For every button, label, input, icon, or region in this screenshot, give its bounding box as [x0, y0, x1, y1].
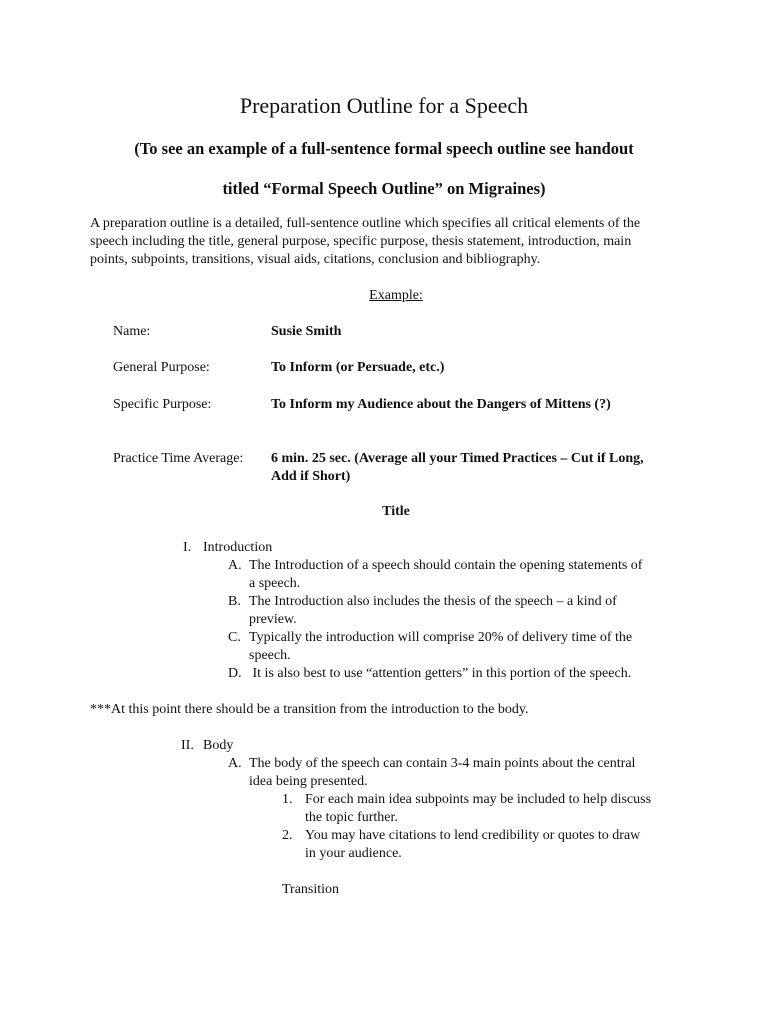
section-1-item-b-line-2: preview.	[249, 612, 297, 627]
transition-note: ***At this point there should be a transition from the introduction to the body.	[90, 702, 529, 717]
field-label-general-purpose: General Purpose:	[113, 360, 210, 375]
subtitle-line-2: titled “Formal Speech Outline” on Migraines)	[222, 179, 546, 198]
field-value-general-purpose: To Inform (or Persuade, etc.)	[271, 360, 445, 375]
section-1-item-c-line-2: speech.	[249, 648, 291, 663]
section-2-transition-label: Transition	[282, 882, 340, 897]
section-1-item-a-line-2: a speech.	[249, 576, 301, 591]
field-label-name: Name:	[113, 324, 151, 339]
section-2-subitem-2-line-1: You may have citations to lend credibility or quotes to draw	[305, 828, 641, 843]
section-2-subitem-1-line-2: the topic further.	[305, 810, 398, 825]
outline-title: Title	[382, 504, 410, 519]
field-value-practice-time-line-2: Add if Short)	[271, 469, 351, 484]
section-2-item-a-letter: A.	[228, 756, 242, 771]
section-2-item-a-line-1: The body of the speech can contain 3-4 main points about the central	[249, 756, 636, 771]
section-1-item-c-line-1: Typically the introduction will comprise 20% of delivery time of the	[249, 630, 633, 645]
section-2-subitem-2-number: 2.	[282, 828, 293, 843]
page-title: Preparation Outline for a Speech	[239, 93, 529, 118]
section-1-item-d-letter: D.	[228, 666, 242, 681]
section-1-item-b-letter: B.	[228, 594, 241, 609]
section-2-subitem-1-number: 1.	[282, 792, 293, 807]
section-1-item-d-line-1: It is also best to use “attention getters” in this portion of the speech.	[249, 666, 632, 681]
section-2-heading: Body	[203, 738, 234, 753]
section-2-subitem-2-line-2: in your audience.	[305, 846, 402, 861]
intro-paragraph: A preparation outline is a detailed, full-sentence outline which specifies all critical elements of the speech including the title, general purpose, specific purpose, thesis statement, introduction, main points, subpoints, transitions, visual aids, citations, conclusion and bibliography.	[90, 216, 641, 267]
field-value-practice-time-line-1: 6 min. 25 sec. (Average all your Timed Practices – Cut if Long,	[271, 451, 644, 466]
section-1-heading: Introduction	[203, 540, 273, 555]
section-1-numeral: I.	[183, 540, 192, 555]
section-1-item-b-line-1: The Introduction also includes the thesis of the speech – a kind of	[249, 594, 617, 609]
section-2-subitem-1-line-1: For each main idea subpoints may be included to help discuss	[305, 792, 652, 807]
section-1-item-a-line-1: The Introduction of a speech should contain the opening statements of	[249, 558, 643, 573]
section-1-item-a-letter: A.	[228, 558, 242, 573]
field-value-name: Susie Smith	[271, 324, 342, 339]
section-1-item-c-letter: C.	[228, 630, 241, 645]
section-2-item-a-line-2: idea being presented.	[249, 774, 368, 789]
subtitle-line-1: (To see an example of a full-sentence formal speech outline see handout	[134, 139, 634, 158]
field-label-practice-time: Practice Time Average:	[113, 451, 244, 466]
field-label-specific-purpose: Specific Purpose:	[113, 397, 212, 412]
example-label: Example:	[369, 288, 423, 303]
field-value-specific-purpose: To Inform my Audience about the Dangers of Mittens (?)	[271, 397, 611, 412]
section-2-numeral: II.	[181, 738, 194, 753]
